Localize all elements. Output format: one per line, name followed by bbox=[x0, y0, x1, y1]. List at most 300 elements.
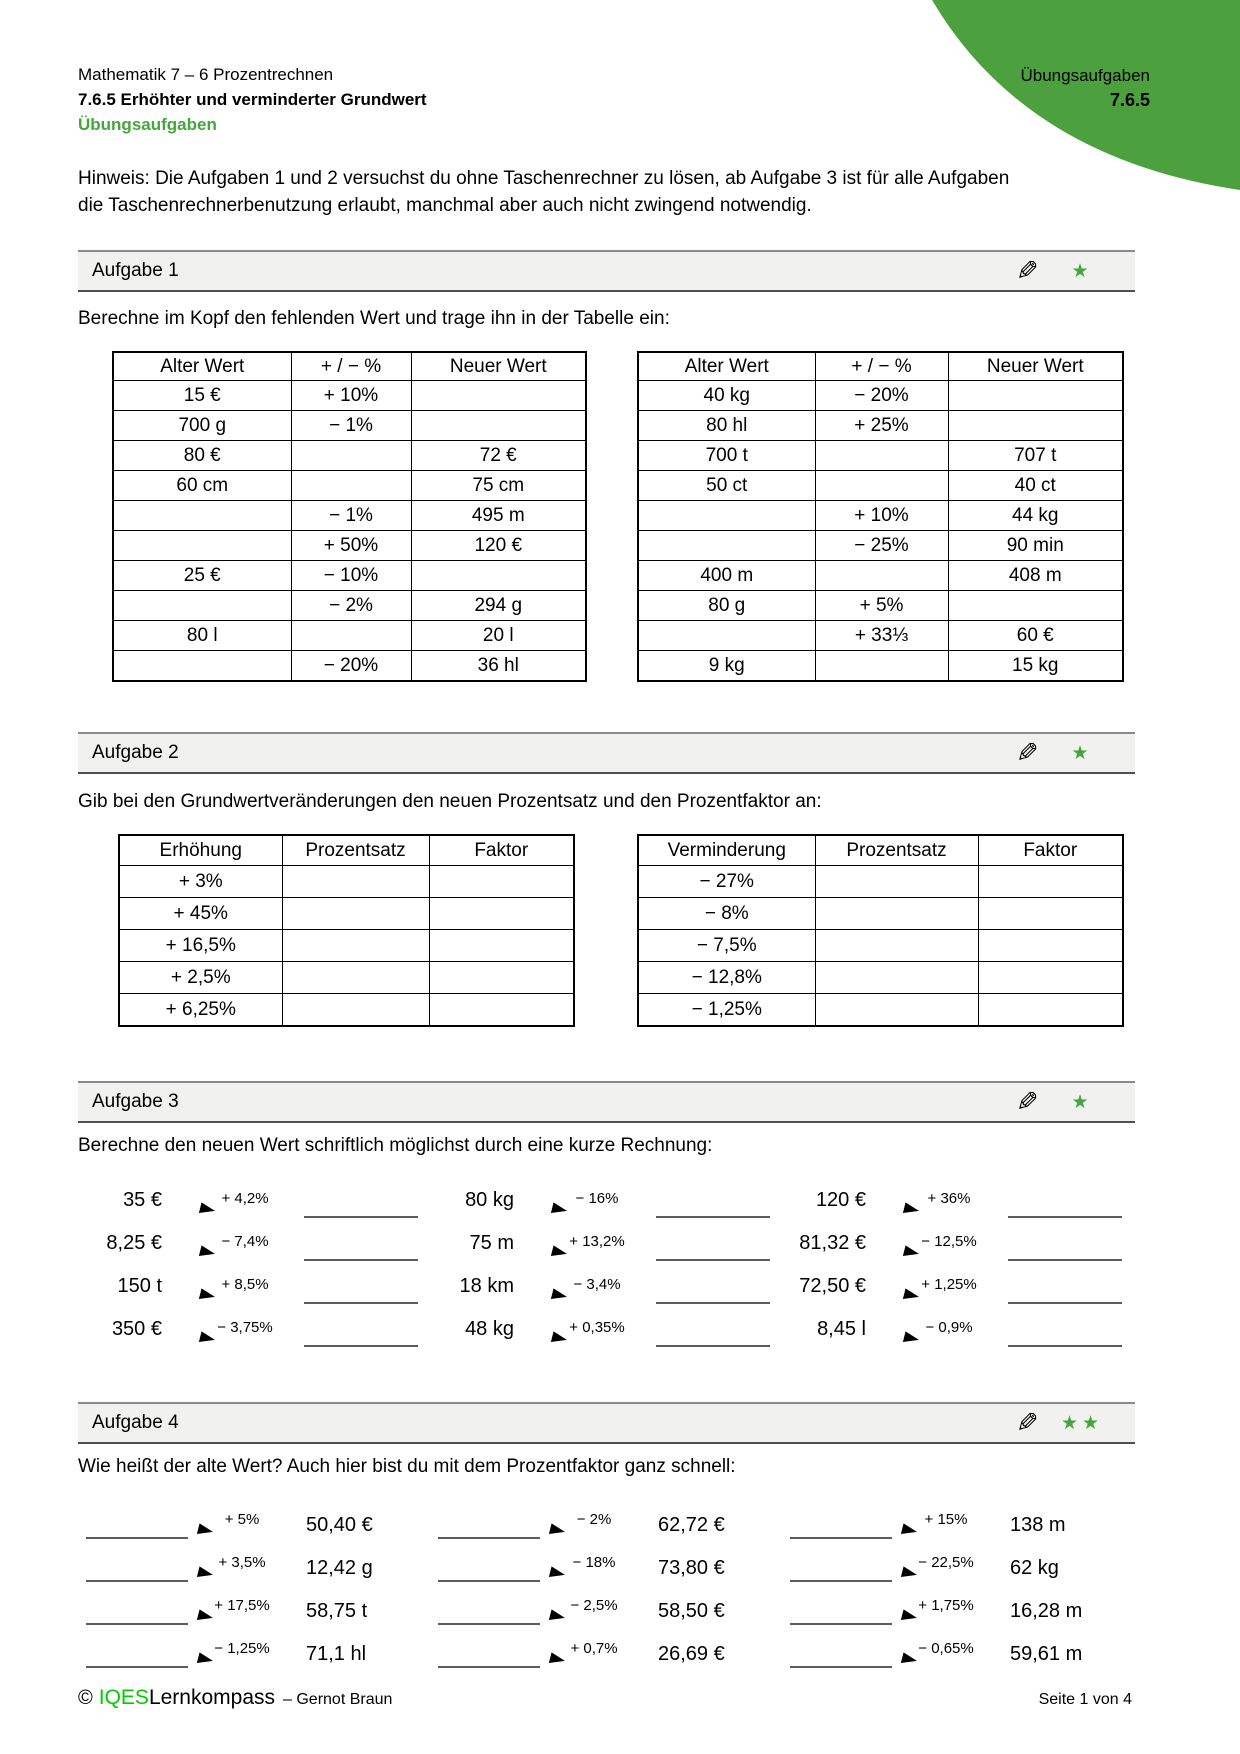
task4-exercises bbox=[78, 1499, 1135, 1671]
table-row bbox=[638, 621, 1123, 651]
old-value: 150 t bbox=[117, 1275, 162, 1297]
percent-arrow bbox=[906, 1319, 992, 1338]
arrow-label: − 0,9% bbox=[925, 1319, 973, 1336]
arrow-label: − 0,65% bbox=[918, 1640, 974, 1657]
column-header: Alter Wert bbox=[638, 352, 815, 381]
header-course: Mathematik 7 – 6 Prozentrechnen bbox=[78, 65, 334, 84]
answer-blank bbox=[86, 1580, 188, 1582]
table-cell: − 7,5% bbox=[638, 930, 815, 962]
author-name: – Gernot Braun bbox=[283, 1691, 393, 1708]
table-cell bbox=[638, 501, 815, 531]
exercise-item bbox=[430, 1178, 782, 1221]
answer-blank bbox=[790, 1580, 892, 1582]
old-value: 350 € bbox=[111, 1318, 162, 1340]
table-row bbox=[638, 866, 1123, 898]
table-cell: 40 ct bbox=[948, 471, 1123, 501]
table-cell: 50 ct bbox=[638, 471, 815, 501]
exercise-item bbox=[78, 1628, 430, 1671]
new-value: 138 m bbox=[1010, 1514, 1066, 1536]
arrow-label: − 3,75% bbox=[217, 1319, 273, 1336]
arrow-label: − 3,4% bbox=[573, 1276, 621, 1293]
table-row bbox=[638, 471, 1123, 501]
new-value: 62,72 € bbox=[658, 1514, 725, 1536]
copyright-symbol: © bbox=[78, 1687, 93, 1709]
table-cell bbox=[429, 866, 574, 898]
table-header-row bbox=[119, 835, 574, 866]
answer-blank bbox=[790, 1537, 892, 1539]
table-cell: 60 € bbox=[948, 621, 1123, 651]
percent-arrow bbox=[554, 1319, 640, 1338]
table-cell: 408 m bbox=[948, 561, 1123, 591]
pencil-icon: ✎ bbox=[1016, 1086, 1039, 1117]
percent-arrow bbox=[202, 1190, 288, 1209]
table-cell: + 45% bbox=[119, 898, 282, 930]
old-value: 120 € bbox=[815, 1189, 866, 1211]
arrow-label: + 0,7% bbox=[570, 1640, 618, 1657]
answer-blank bbox=[304, 1302, 418, 1304]
answer-blank bbox=[438, 1666, 540, 1668]
table-cell bbox=[113, 651, 291, 682]
table-cell: + 25% bbox=[815, 411, 948, 441]
table-cell: − 1,25% bbox=[638, 994, 815, 1027]
table-cell bbox=[282, 866, 429, 898]
percent-arrow bbox=[906, 1233, 992, 1252]
table-cell: 72 € bbox=[411, 441, 586, 471]
percent-arrow bbox=[554, 1276, 640, 1295]
table-row bbox=[638, 381, 1123, 411]
table-row bbox=[638, 411, 1123, 441]
table-cell: − 20% bbox=[815, 381, 948, 411]
column-header: Prozentsatz bbox=[282, 835, 429, 866]
difficulty-stars: ★ bbox=[1071, 260, 1093, 282]
header-topic: 7.6.5 Erhöhter und verminderter Grundwert bbox=[78, 90, 427, 109]
exercise-item bbox=[782, 1542, 1134, 1585]
table-cell: − 20% bbox=[291, 651, 411, 682]
table-row bbox=[638, 898, 1123, 930]
table-row bbox=[638, 531, 1123, 561]
new-value: 62 kg bbox=[1010, 1557, 1059, 1579]
table-cell: + 33⅓ bbox=[815, 621, 948, 651]
table-row bbox=[638, 441, 1123, 471]
table-cell bbox=[815, 866, 978, 898]
arrow-label: − 2% bbox=[576, 1511, 612, 1528]
table-row bbox=[119, 994, 574, 1027]
answer-blank bbox=[438, 1580, 540, 1582]
table-cell bbox=[978, 962, 1123, 994]
percent-arrow bbox=[904, 1640, 988, 1659]
table-cell bbox=[815, 651, 948, 682]
exercise-item bbox=[430, 1542, 782, 1585]
table-row bbox=[638, 994, 1123, 1027]
exercise-item bbox=[782, 1499, 1134, 1542]
table-cell bbox=[948, 381, 1123, 411]
new-value: 71,1 hl bbox=[306, 1643, 367, 1665]
column-header: Faktor bbox=[429, 835, 574, 866]
arrow-label: − 7,4% bbox=[221, 1233, 269, 1250]
column-header: Verminderung bbox=[638, 835, 815, 866]
table-header-row bbox=[638, 352, 1123, 381]
table-cell bbox=[978, 866, 1123, 898]
table-row bbox=[113, 621, 586, 651]
exercise-item bbox=[78, 1585, 430, 1628]
table-cell: − 8% bbox=[638, 898, 815, 930]
table-cell bbox=[978, 994, 1123, 1027]
table-cell: 15 € bbox=[113, 381, 291, 411]
table-cell: 700 t bbox=[638, 441, 815, 471]
column-header: Faktor bbox=[978, 835, 1123, 866]
table-cell bbox=[291, 621, 411, 651]
percent-arrow bbox=[904, 1511, 988, 1530]
table-row bbox=[638, 962, 1123, 994]
new-value: 26,69 € bbox=[658, 1643, 725, 1665]
answer-blank bbox=[1008, 1345, 1122, 1347]
answer-blank bbox=[656, 1345, 770, 1347]
percent-arrow bbox=[552, 1597, 636, 1616]
table-row bbox=[119, 962, 574, 994]
table-cell bbox=[429, 930, 574, 962]
table-cell bbox=[113, 591, 291, 621]
table-row bbox=[638, 501, 1123, 531]
table-cell: 44 kg bbox=[948, 501, 1123, 531]
old-value: 8,45 l bbox=[817, 1318, 866, 1340]
answer-blank bbox=[86, 1623, 188, 1625]
percent-arrow bbox=[904, 1554, 988, 1573]
header-subtitle: Übungsaufgaben bbox=[78, 115, 217, 134]
table-cell: + 6,25% bbox=[119, 994, 282, 1027]
percent-arrow bbox=[554, 1233, 640, 1252]
table-cell: 40 kg bbox=[638, 381, 815, 411]
exercise-item bbox=[78, 1264, 430, 1307]
table-cell: 294 g bbox=[411, 591, 586, 621]
arrow-label: − 18% bbox=[572, 1554, 616, 1571]
table-cell bbox=[429, 962, 574, 994]
task2-table-right bbox=[637, 834, 1124, 1027]
table-cell: 400 m bbox=[638, 561, 815, 591]
table-cell: + 10% bbox=[815, 501, 948, 531]
exercise-item bbox=[430, 1499, 782, 1542]
table-cell: 120 € bbox=[411, 531, 586, 561]
table-row bbox=[113, 441, 586, 471]
table-cell: 15 kg bbox=[948, 651, 1123, 682]
arrow-label: + 0,35% bbox=[569, 1319, 625, 1336]
table-cell bbox=[638, 531, 815, 561]
exercise-item bbox=[782, 1264, 1134, 1307]
old-value: 72,50 € bbox=[799, 1275, 866, 1297]
percent-arrow bbox=[552, 1554, 636, 1573]
arrow-label: + 36% bbox=[927, 1190, 971, 1207]
exercise-item bbox=[78, 1307, 430, 1350]
table-row bbox=[113, 531, 586, 561]
table-cell: 80 € bbox=[113, 441, 291, 471]
task-title: Aufgabe 1 bbox=[92, 260, 179, 281]
arrow-label: − 2,5% bbox=[570, 1597, 618, 1614]
brand-lernkompass: Lernkompass bbox=[148, 1686, 275, 1709]
task1-instruction: Berechne im Kopf den fehlenden Wert und trage ihn in der Tabelle ein: bbox=[78, 308, 670, 329]
percent-arrow bbox=[200, 1511, 284, 1530]
table-cell bbox=[411, 381, 586, 411]
column-header: Prozentsatz bbox=[815, 835, 978, 866]
task-icons bbox=[1016, 1407, 1125, 1438]
column-header: + / − % bbox=[815, 352, 948, 381]
answer-blank bbox=[304, 1345, 418, 1347]
exercise-item bbox=[430, 1264, 782, 1307]
arrow-label: + 8,5% bbox=[221, 1276, 269, 1293]
table-row bbox=[113, 561, 586, 591]
table-cell: 707 t bbox=[948, 441, 1123, 471]
table-cell: 80 g bbox=[638, 591, 815, 621]
arrow-label: − 22,5% bbox=[918, 1554, 974, 1571]
page-footer bbox=[78, 1686, 1132, 1710]
arrow-label: + 1,75% bbox=[918, 1597, 974, 1614]
percent-arrow bbox=[904, 1597, 988, 1616]
old-value: 18 km bbox=[459, 1275, 514, 1297]
arrow-label: − 12,5% bbox=[921, 1233, 977, 1250]
task-header-aufgabe3 bbox=[78, 1081, 1135, 1123]
answer-blank bbox=[790, 1623, 892, 1625]
exercise-item bbox=[430, 1307, 782, 1350]
table-row bbox=[113, 381, 586, 411]
table-cell: 20 l bbox=[411, 621, 586, 651]
new-value: 58,75 t bbox=[306, 1600, 368, 1622]
table-row bbox=[113, 501, 586, 531]
pencil-icon: ✎ bbox=[1016, 1407, 1039, 1438]
column-header: + / − % bbox=[291, 352, 411, 381]
table-cell bbox=[429, 898, 574, 930]
percent-arrow bbox=[200, 1640, 284, 1659]
answer-blank bbox=[656, 1302, 770, 1304]
table-cell: − 27% bbox=[638, 866, 815, 898]
table-cell bbox=[291, 441, 411, 471]
task-icons bbox=[1016, 737, 1125, 768]
table-cell bbox=[815, 441, 948, 471]
arrow-label: + 17,5% bbox=[214, 1597, 270, 1614]
table-cell bbox=[815, 962, 978, 994]
table-cell: 700 g bbox=[113, 411, 291, 441]
exercise-item bbox=[782, 1178, 1134, 1221]
table-cell: − 25% bbox=[815, 531, 948, 561]
table-row bbox=[638, 591, 1123, 621]
table-cell: − 1% bbox=[291, 411, 411, 441]
table-cell bbox=[282, 898, 429, 930]
table-cell bbox=[815, 898, 978, 930]
table-cell bbox=[638, 621, 815, 651]
brand-iqes: IQES bbox=[98, 1686, 149, 1709]
table-cell bbox=[815, 471, 948, 501]
table-cell bbox=[978, 930, 1123, 962]
page-number: Seite 1 von 4 bbox=[1038, 1691, 1132, 1708]
table-row bbox=[638, 561, 1123, 591]
hinweis-text: Hinweis: Die Aufgaben 1 und 2 versuchst du ohne Taschenrechner zu lösen, ab Aufgabe 3 ist für alle Aufgaben die Taschenrechnerbenutzung erlaubt, manchmal aber auch nicht zwingend notwendig. bbox=[78, 168, 1010, 216]
percent-arrow bbox=[906, 1190, 992, 1209]
task-header-aufgabe4 bbox=[78, 1402, 1135, 1444]
exercise-item bbox=[782, 1585, 1134, 1628]
task-icons bbox=[1016, 255, 1125, 286]
difficulty-stars: ★★ bbox=[1060, 1412, 1104, 1434]
table-row bbox=[113, 471, 586, 501]
corner-label: Übungsaufgaben bbox=[1020, 66, 1150, 85]
pencil-icon: ✎ bbox=[1016, 737, 1039, 768]
table-row bbox=[113, 591, 586, 621]
difficulty-stars: ★ bbox=[1071, 742, 1093, 764]
column-header: Erhöhung bbox=[119, 835, 282, 866]
exercise-item bbox=[430, 1585, 782, 1628]
corner-text bbox=[1020, 64, 1150, 112]
table-cell bbox=[282, 930, 429, 962]
exercise-item bbox=[782, 1221, 1134, 1264]
task-title: Aufgabe 3 bbox=[92, 1091, 179, 1112]
percent-arrow bbox=[552, 1511, 636, 1530]
table-row bbox=[119, 898, 574, 930]
table-cell: − 12,8% bbox=[638, 962, 815, 994]
column-header: Alter Wert bbox=[113, 352, 291, 381]
exercise-item bbox=[430, 1628, 782, 1671]
table-cell: 90 min bbox=[948, 531, 1123, 561]
answer-blank bbox=[438, 1537, 540, 1539]
pencil-icon: ✎ bbox=[1016, 255, 1039, 286]
table-cell bbox=[282, 994, 429, 1027]
table-cell bbox=[815, 930, 978, 962]
task-header-aufgabe1 bbox=[78, 250, 1135, 292]
table-cell: 80 hl bbox=[638, 411, 815, 441]
table-row bbox=[119, 930, 574, 962]
table-header-row bbox=[638, 835, 1123, 866]
percent-arrow bbox=[202, 1233, 288, 1252]
task2-table-left bbox=[118, 834, 575, 1027]
arrow-label: − 16% bbox=[575, 1190, 619, 1207]
table-cell: 25 € bbox=[113, 561, 291, 591]
table-cell bbox=[429, 994, 574, 1027]
table-cell: + 10% bbox=[291, 381, 411, 411]
exercise-item bbox=[78, 1542, 430, 1585]
old-value: 80 kg bbox=[465, 1189, 514, 1211]
table-cell: + 16,5% bbox=[119, 930, 282, 962]
percent-arrow bbox=[552, 1640, 636, 1659]
table-cell bbox=[113, 501, 291, 531]
table-cell: 495 m bbox=[411, 501, 586, 531]
answer-blank bbox=[438, 1623, 540, 1625]
percent-arrow bbox=[554, 1190, 640, 1209]
answer-blank bbox=[656, 1216, 770, 1218]
arrow-label: + 4,2% bbox=[221, 1190, 269, 1207]
table-cell: + 5% bbox=[815, 591, 948, 621]
table-cell: − 1% bbox=[291, 501, 411, 531]
table-cell: − 10% bbox=[291, 561, 411, 591]
old-value: 8,25 € bbox=[106, 1232, 162, 1254]
table-cell bbox=[948, 591, 1123, 621]
table-cell: + 50% bbox=[291, 531, 411, 561]
task2-instruction: Gib bei den Grundwertveränderungen den neuen Prozentsatz und den Prozentfaktor an: bbox=[78, 791, 822, 812]
answer-blank bbox=[656, 1259, 770, 1261]
exercise-item bbox=[782, 1628, 1134, 1671]
table-cell bbox=[411, 561, 586, 591]
table-row bbox=[113, 651, 586, 682]
new-value: 12,42 g bbox=[306, 1557, 373, 1579]
task1-table-right bbox=[637, 351, 1124, 682]
arrow-label: − 1,25% bbox=[214, 1640, 270, 1657]
task3-exercises bbox=[78, 1178, 1135, 1350]
task4-instruction: Wie heißt der alte Wert? Auch hier bist du mit dem Prozentfaktor ganz schnell: bbox=[78, 1456, 736, 1477]
old-value: 81,32 € bbox=[799, 1232, 866, 1254]
arrow-label: + 3,5% bbox=[218, 1554, 266, 1571]
table-cell bbox=[113, 531, 291, 561]
table-cell: 36 hl bbox=[411, 651, 586, 682]
old-value: 48 kg bbox=[465, 1318, 514, 1340]
task1-table-left bbox=[112, 351, 587, 682]
exercise-item bbox=[430, 1221, 782, 1264]
table-cell: 9 kg bbox=[638, 651, 815, 682]
table-cell bbox=[948, 411, 1123, 441]
exercise-item bbox=[78, 1221, 430, 1264]
table-row bbox=[638, 930, 1123, 962]
table-cell bbox=[978, 898, 1123, 930]
new-value: 16,28 m bbox=[1010, 1600, 1083, 1622]
arrow-label: + 5% bbox=[224, 1511, 260, 1528]
exercise-item bbox=[782, 1307, 1134, 1350]
table-cell bbox=[411, 411, 586, 441]
answer-blank bbox=[1008, 1259, 1122, 1261]
difficulty-stars: ★ bbox=[1071, 1091, 1093, 1113]
exercise-item bbox=[78, 1178, 430, 1221]
task-header-aufgabe2 bbox=[78, 732, 1135, 774]
column-header: Neuer Wert bbox=[948, 352, 1123, 381]
percent-arrow bbox=[906, 1276, 992, 1295]
arrow-label: + 13,2% bbox=[569, 1233, 625, 1250]
answer-blank bbox=[790, 1666, 892, 1668]
table-row bbox=[638, 651, 1123, 682]
task-title: Aufgabe 4 bbox=[92, 1412, 179, 1433]
column-header: Neuer Wert bbox=[411, 352, 586, 381]
task2-tables bbox=[78, 834, 1135, 1027]
answer-blank bbox=[1008, 1216, 1122, 1218]
table-cell: + 3% bbox=[119, 866, 282, 898]
old-value: 35 € bbox=[123, 1189, 162, 1211]
percent-arrow bbox=[202, 1276, 288, 1295]
table-cell bbox=[282, 962, 429, 994]
answer-blank bbox=[86, 1666, 188, 1668]
table-cell: 80 l bbox=[113, 621, 291, 651]
percent-arrow bbox=[202, 1319, 288, 1338]
table-cell: + 2,5% bbox=[119, 962, 282, 994]
answer-blank bbox=[304, 1259, 418, 1261]
arrow-label: + 1,25% bbox=[921, 1276, 977, 1293]
table-cell: 60 cm bbox=[113, 471, 291, 501]
percent-arrow bbox=[200, 1597, 284, 1616]
task-icons bbox=[1016, 1086, 1125, 1117]
table-header-row bbox=[113, 352, 586, 381]
new-value: 58,50 € bbox=[658, 1600, 725, 1622]
table-row bbox=[113, 411, 586, 441]
table-row bbox=[119, 866, 574, 898]
table-cell bbox=[291, 471, 411, 501]
task3-instruction: Berechne den neuen Wert schriftlich möglichst durch eine kurze Rechnung: bbox=[78, 1135, 713, 1156]
answer-blank bbox=[304, 1216, 418, 1218]
new-value: 50,40 € bbox=[306, 1514, 373, 1536]
answer-blank bbox=[1008, 1302, 1122, 1304]
table-cell: − 2% bbox=[291, 591, 411, 621]
table-cell bbox=[815, 561, 948, 591]
percent-arrow bbox=[200, 1554, 284, 1573]
old-value: 75 m bbox=[469, 1232, 514, 1254]
task1-tables bbox=[78, 351, 1135, 682]
corner-code: 7.6.5 bbox=[1109, 90, 1150, 110]
table-cell: 75 cm bbox=[411, 471, 586, 501]
new-value: 73,80 € bbox=[658, 1557, 725, 1579]
new-value: 59,61 m bbox=[1010, 1643, 1083, 1665]
answer-blank bbox=[86, 1537, 188, 1539]
table-cell bbox=[815, 994, 978, 1027]
task-title: Aufgabe 2 bbox=[92, 742, 179, 763]
arrow-label: + 15% bbox=[924, 1511, 968, 1528]
